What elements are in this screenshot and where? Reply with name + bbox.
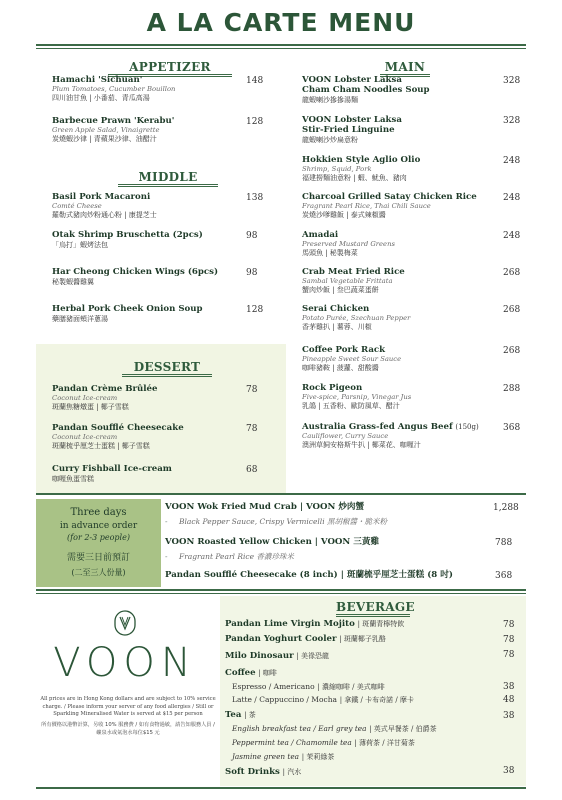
price: 288 — [503, 384, 521, 394]
menu-item: Basil Pork Macaroni Comté Cheese 羅勒式豬肉炒粉通心粉 | 康提芝士 — [52, 192, 157, 219]
special-item: Pandan Soufflé Cheesecake (8 inch) | 斑蘭梳乎厘芝士蛋糕 (8 吋) — [165, 570, 453, 580]
middle-heading: MIDDLE — [118, 170, 218, 184]
tea-heading: Tea | 茶 — [225, 710, 256, 720]
menu-item: Charcoal Grilled Satay Chicken Rice Fragrant Pearl Rice, Thai Chili Sauce 炭燒沙嗲雞飯 | 泰式辣椒醬 — [302, 192, 477, 219]
advance-cn: 需要三日前預訂 — [66, 553, 130, 563]
menu-item: Amadai Preserved Mustard Greens 馬頭魚 | 秘製梅菜 — [302, 230, 395, 257]
main-heading: MAIN — [380, 60, 430, 74]
advance-people: (for 2-3 people) — [67, 533, 130, 542]
menu-item: Otak Shrimp Bruschetta (2pcs) 「烏打」蝦烤法包 — [52, 230, 203, 249]
menu-item: Serai Chicken Potato Purée, Szechuan Pepper 香茅雞扒 | 薯蓉、川椒 — [302, 304, 411, 331]
price: 328 — [503, 76, 521, 86]
price: 78 — [246, 385, 258, 395]
price: 328 — [503, 116, 521, 126]
price: 248 — [503, 156, 521, 166]
menu-item: Herbal Pork Cheek Onion Soup 藥膳豬面頰洋蔥湯 — [52, 304, 203, 323]
price: 78 — [503, 620, 515, 630]
disclaimer-en: All prices are in Hong Kong dollars and are subject to 10% service charge. / Please inform your server of any food allergies / Still or Sparkling Mineralised Water is served at $15 per person — [40, 696, 216, 718]
menu-item: Har Cheong Chicken Wings (6pcs) 秘製蝦醬雞翼 — [52, 267, 219, 286]
price: 248 — [503, 231, 521, 241]
price: 128 — [246, 305, 264, 315]
price: 368 — [495, 571, 513, 581]
price: 268 — [503, 305, 521, 315]
price: 788 — [495, 538, 513, 548]
price: 78 — [503, 635, 515, 645]
divider — [36, 787, 526, 790]
price: 268 — [503, 346, 521, 356]
menu-item: Barbecue Prawn 'Kerabu' Green Apple Salad, Vinaigrette 炭燒蝦沙律 | 青蘋果沙律、油醋汁 — [52, 116, 175, 143]
divider — [36, 589, 526, 594]
menu-item: Rock Pigeon Five-spice, Parsnip, Vinegar Jus 乳鴿 | 五香粉、歐防風草、醋汁 — [302, 383, 412, 410]
voon-monogram-icon — [114, 610, 136, 636]
special-item: VOON Wok Fried Mud Crab | VOON 炒肉蟹 - Black Pepper Sauce, Crispy Vermicelli 黑胡椒醬・脆米粉 — [165, 502, 387, 526]
menu-item: Australia Grass-fed Angus Beef (150g) Cauliflower, Curry Sauce 澳洲草飼安格斯牛扒 | 椰菜花、咖喱汁 — [302, 422, 479, 449]
price: 68 — [246, 465, 258, 475]
price: 78 — [246, 424, 258, 434]
tea-row: Peppermint tea / Chamomile tea | 薄荷茶 / 洋甘菊茶 — [232, 738, 415, 747]
price: 148 — [246, 76, 264, 86]
soft-drinks: Soft Drinks | 汽水 — [225, 767, 302, 777]
menu-item: Curry Fishball Ice-cream 咖喱魚蛋雪糕 — [52, 464, 172, 483]
menu-item: VOON Lobster Laksa Cham Cham Noodles Soup 龍蝦喇沙摻摻湯麵 — [302, 75, 430, 104]
menu-item: VOON Lobster Laksa Stir-Fried Linguine 龍蝦喇沙炒扁意粉 — [302, 115, 402, 144]
menu-item: Crab Meat Fried Rice Sambal Vegetable Frittata 蟹肉炒飯 | 叁巴蔬菜蛋餅 — [302, 267, 405, 294]
beverage-heading: BEVERAGE — [336, 600, 410, 614]
coffee-row: Espresso / Americano | 濃縮咖啡 / 美式咖啡 — [232, 682, 385, 691]
coffee-row: Latte / Cappuccino / Mocha | 拿鐵 / 卡布奇諾 / 摩卡 — [232, 695, 414, 704]
menu-item: Hamachi 'Sichuan' Plum Tomatoes, Cucumber Bouillon 四川油甘魚 | 小番茄、青瓜高湯 — [52, 75, 176, 102]
menu-item: Pandan Soufflé Cheesecake Coconut Ice-cream 斑蘭梳乎厘芝士蛋糕 | 椰子雪糕 — [52, 423, 184, 450]
beverage-item: Pandan Lime Virgin Mojito | 斑蘭青檸特飲 — [225, 619, 405, 629]
coffee-heading: Coffee | 咖啡 — [225, 668, 277, 678]
price: 48 — [503, 695, 515, 705]
beverage-item: Pandan Yoghurt Cooler | 斑蘭椰子乳酪 — [225, 634, 386, 644]
menu-item: Hokkien Style Aglio Olio Shrimp, Squid, Pork 福建撈麵油意粉 | 蝦、魷魚、豬肉 — [302, 155, 421, 182]
price: 268 — [503, 268, 521, 278]
price: 38 — [503, 766, 515, 776]
disclaimer-cn: 所有價格以港幣計算，另收 10% 服務費 / 如有食物過敏，請告知服務人員 / 礦泉水或氣泡水每位$15 元 — [41, 722, 215, 736]
beverage-item: Milo Dinosaur | 美祿恐龍 — [225, 651, 329, 661]
price: 98 — [246, 231, 258, 241]
tea-row: Jasmine green tea | 茉莉綠茶 — [232, 752, 335, 761]
menu-item: Coffee Pork Rack Pineapple Sweet Sour Sauce 咖啡豬鞍 | 菠蘿、甜酸醬 — [302, 345, 402, 372]
divider — [36, 493, 526, 497]
tea-row: English breakfast tea / Earl grey tea | 英式早餐茶 / 伯爵茶 — [232, 724, 437, 733]
logo — [40, 610, 210, 686]
advance-cn-people: (二至三人份量) — [71, 568, 126, 577]
dessert-heading: DESSERT — [122, 360, 212, 374]
brand-wordmark: VOON — [53, 640, 197, 686]
price: 1,288 — [493, 503, 519, 513]
price: 38 — [503, 682, 515, 692]
price: 38 — [503, 711, 515, 721]
special-item: VOON Roasted Yellow Chicken | VOON 三黃雞 - Fragrant Pearl Rice 香濃珍珠米 — [165, 537, 380, 561]
divider — [36, 44, 526, 49]
menu-item: Pandan Crème Brûlée Coconut Ice-cream 斑蘭焦糖燉蛋 | 椰子雪糕 — [52, 384, 158, 411]
price: 78 — [503, 650, 515, 660]
appetizer-heading: APPETIZER — [108, 60, 232, 74]
price: 368 — [503, 423, 521, 433]
advance-days: Three days — [70, 507, 127, 518]
price: 138 — [246, 193, 264, 203]
price: 248 — [503, 193, 521, 203]
page-title: A LA CARTE MENU — [146, 8, 416, 37]
price: 98 — [246, 268, 258, 278]
price: 128 — [246, 117, 264, 127]
advance-note: in advance order — [59, 521, 138, 531]
